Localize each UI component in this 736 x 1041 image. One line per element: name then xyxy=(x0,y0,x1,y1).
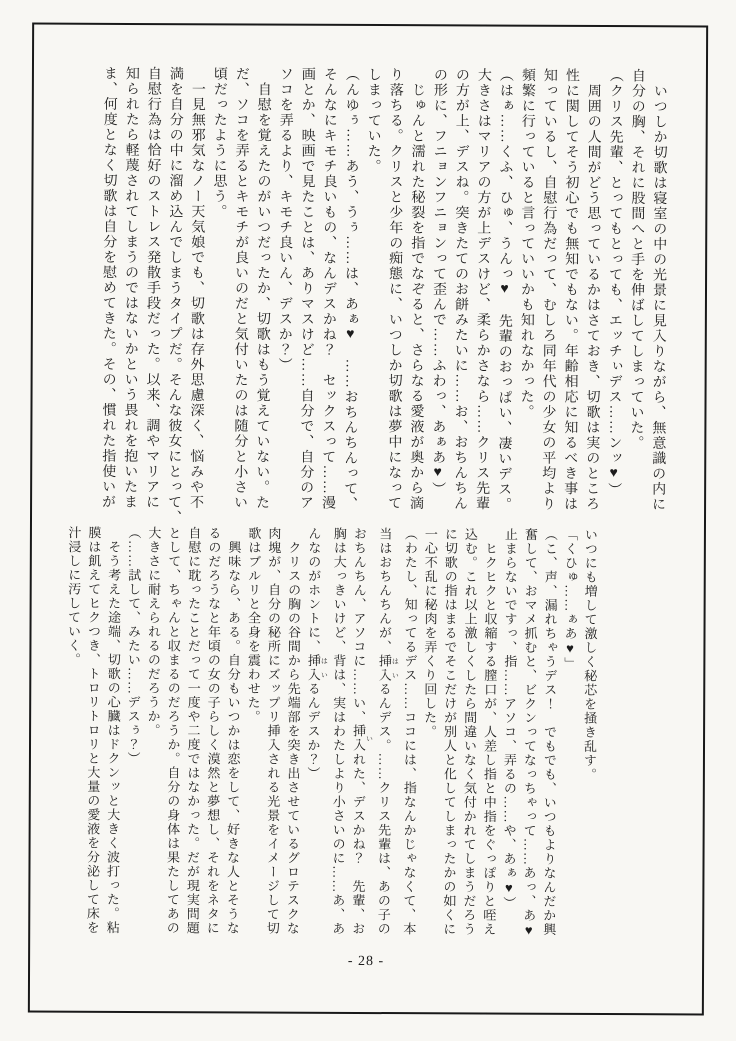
text-column: 肉塊が、自分の秘所にズップリ挿入される光景をイメージして切 xyxy=(264,526,282,936)
text-column: 画とか、映画で見たことは、ありマスけど……自分で、自分のア xyxy=(298,66,315,511)
text-column: んなのがホントに、挿入 はいるんデスか？） xyxy=(305,526,329,781)
text-column: いつにも増して激しく秘芯を掻き乱す。 xyxy=(581,527,598,782)
text-column: の形に、フニョンフニョンって歪んで……ふわっ、あぁあ♥） xyxy=(430,67,447,497)
text-column: ヒクヒクと収縮する膣口が、人差し指と中指をぐっぽりと咥え xyxy=(481,527,498,937)
text-column: じゅんと濡れた秘裂を指でなぞると、さらなる愛液が奥から滴 xyxy=(408,67,425,511)
text-column: 自分の胸、それに股間へと手を伸ばしてしまっていた。 xyxy=(628,68,645,451)
text-column: 「くひゅ……ぁあ♥」 xyxy=(562,527,578,671)
text-column: 一心不乱に秘肉を弄くり回した。 xyxy=(422,527,438,739)
text-column: だ、ソコを弄るとキモチが良いのだと気付いたのは随分と小さい xyxy=(232,66,249,511)
text-column: 性に関してそう初心でも無知でもない。年齢相応に知るべき事は xyxy=(562,67,579,512)
page-number: - 28 - xyxy=(347,953,385,970)
text-column: （……試して、みたい……デスぅ？） xyxy=(125,525,142,766)
text-column: そう考えた途端、切歌の心臓はドクンッと大きく波打った。粘 xyxy=(104,525,122,935)
text-column: 知られたら軽蔑されてしまうのではないかという畏れを抱いたま xyxy=(122,65,139,510)
text-column: 興味なら、ある。自分もいつかは恋をして、好きな人とそうな xyxy=(224,526,242,936)
text-column: いつしか切歌は寝室の中の光景に見入りながら、無意識の内に xyxy=(650,68,667,512)
text-column: 胸は大っきいけど、背は、実はわたしより小さいのに……あ、あ xyxy=(330,526,347,936)
text-column: （はぁ……くふ、ひゅ、うんっ♥ 先輩のおっぱい、凄いデス。 xyxy=(496,67,513,513)
text-column: 一見無邪気なノー天気娘でも、切歌は存外思慮深く、悩みや不 xyxy=(188,66,205,510)
text-column: ソコを弄るより、キモチ良いん、デスか？） xyxy=(276,66,293,373)
text-column: として、ちゃんと収まるのだろうか。自分の身体は果たしてあの xyxy=(164,526,182,936)
text-column: 大きさに耐えられるのだろうか。 xyxy=(145,526,162,738)
text-column: （わたし、知ってるデス……ココには、指なんかじゃなくて、本 xyxy=(401,527,418,937)
text-column: 満を自分の中に溜め込んでしまうタイプだ。そんな彼女にとって、 xyxy=(165,66,183,526)
text-column: に切歌の指はまるでそこだけが別人と化してしまったかの如くに xyxy=(441,527,458,937)
text-column: 周囲の人間がどう思っているかはさておき、切歌は実のところ xyxy=(584,67,601,512)
text-column: 自慰を覚えたのがいつだったか、切歌はもう覚えていない。た xyxy=(254,66,271,511)
text-column: 歌はブルリと全身を震わせた。 xyxy=(245,526,262,724)
text-column: 汁浸しに汚していく。 xyxy=(65,525,82,667)
text-column: り落ちる。クリスと少年の痴態に、いつしか切歌は夢中になって xyxy=(386,67,403,511)
text-column: ま、何度となく切歌は自分を慰めてきた。その、慣れた指使いが xyxy=(100,65,117,510)
text-column: 自慰行為は恰好のストレス発散手段だった。以来、調やマリアに xyxy=(144,66,161,510)
text-column: おちんちん、アソコに……い、挿入 いれた、デスかね？ 先輩、お xyxy=(350,526,374,936)
text-column: 自慰に耽ったことだって一度や二度ではなかった。だが現実問題 xyxy=(184,526,202,936)
text-column: 込む。これ以上激しくしたら間違いなく気付かれてしまうだろう xyxy=(461,527,478,937)
text-column: るのだろうなと年頃の女の子らしく漠然と夢想し、それをネタに xyxy=(204,526,222,936)
text-column: クリスの胸の谷間から先端部を突き出させているグロテスクな xyxy=(284,526,302,936)
text-block-top xyxy=(96,66,670,534)
text-column: の方が上、デスね。突きたてのお餅みたいに……お、おちんちん xyxy=(452,67,469,512)
text-column: しまっていた。 xyxy=(365,66,381,175)
text-column: （こ、声、漏れちゃうデス！ でもでも、いつもよりなんだか興 xyxy=(541,527,558,937)
text-column: 頻繁に行っていると言っていいかも知れなかった。 xyxy=(518,67,535,420)
text-column: 大きさはマリアの方が上デスけど、柔らかさなら……クリス先輩 xyxy=(474,67,491,512)
text-column: （んゆぅ……あう、うぅ……は、あぁ♥ ……おちんちんって、 xyxy=(342,66,359,512)
text-block-bottom xyxy=(65,525,600,958)
text-column: 止まらないですっ、指……アソコ、弄るの……や、あぁ♥） xyxy=(501,527,518,911)
text-column: （クリス先輩、とってもとっても、エッチぃデス……ンッ♥） xyxy=(606,68,623,498)
text-column: 奮して、おマメ抓むと、ビクンってなっちゃって……あっ、あ♥ xyxy=(521,527,538,939)
text-column: 頃だったように思う。 xyxy=(211,66,227,220)
text-column: 膜は飢えてヒクつき、トロリトロリと大量の愛液を分泌して床を xyxy=(84,525,102,935)
text-column: 当はおちんちんが、挿入 はいるんデス。……クリス先輩は、あの子の xyxy=(375,527,400,937)
text-column: 知っているし、自慰行為だって、むしろ同年代の少女の平均より xyxy=(540,67,557,512)
text-column: そんなにキモチ良いもの、なんデスかね？ セックスって……漫 xyxy=(320,66,337,511)
